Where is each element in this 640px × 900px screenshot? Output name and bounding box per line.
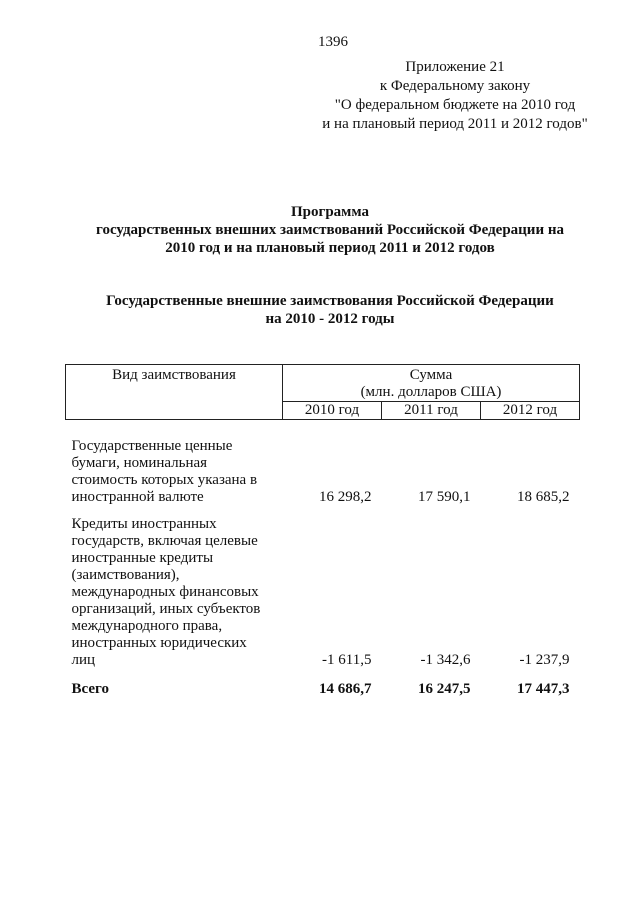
total-2012: 17 447,3 — [517, 681, 570, 697]
program-title-line: государственных внешних заимствований Российской Федерации на — [96, 222, 564, 238]
row-label-line: международного права, — [71, 618, 223, 634]
row-label-line: Государственные ценные — [71, 438, 233, 454]
program-title-line: 2010 год и на плановый период 2011 и 2012 годов — [165, 240, 495, 256]
table-title — [40, 292, 620, 328]
value-2011: 17 590,1 — [418, 489, 471, 505]
total-2010: 14 686,7 — [319, 681, 372, 697]
row-label-line: иностранных юридических — [71, 635, 247, 651]
appendix-line: Приложение 21 — [405, 59, 505, 75]
value-2011: -1 342,6 — [420, 652, 471, 668]
total-row — [66, 675, 580, 704]
page-number: 1396 — [318, 34, 348, 50]
total-label: Всего — [71, 681, 109, 697]
table-title-line: Государственные внешние заимствования Российской Федерации — [106, 293, 554, 309]
row-label-line: иностранной валюте — [71, 489, 204, 505]
table-row — [66, 434, 580, 512]
row-label-line: (заимствования), — [71, 567, 180, 583]
table-row — [66, 512, 580, 675]
appendix-reference — [300, 58, 610, 134]
header-year-2010: 2010 год — [283, 402, 382, 420]
total-2011: 16 247,5 — [418, 681, 471, 697]
header-sum-unit: (млн. долларов США) — [360, 384, 502, 400]
appendix-line: "О федеральном бюджете на 2010 год — [334, 97, 576, 113]
row-label-line: стоимость которых указана в — [71, 472, 258, 488]
header-sum — [283, 365, 580, 402]
header-year-2011: 2011 год — [382, 402, 481, 420]
header-sum-title: Сумма — [409, 367, 453, 383]
program-title-line: Программа — [291, 204, 369, 220]
row-label-line: лиц — [71, 652, 96, 668]
row-label-line: международных финансовых — [71, 584, 259, 600]
value-2010: 16 298,2 — [319, 489, 372, 505]
table-title-line: на 2010 - 2012 годы — [265, 311, 395, 327]
row-label — [66, 512, 283, 675]
row-label-line: Кредиты иностранных — [71, 516, 217, 532]
appendix-line: и на плановый период 2011 и 2012 годов" — [322, 116, 588, 132]
header-borrowing-type: Вид заимствования — [66, 365, 283, 420]
appendix-line: к Федеральному закону — [379, 78, 531, 94]
value-2012: 18 685,2 — [517, 489, 570, 505]
row-label-line: иностранные кредиты — [71, 550, 214, 566]
row-label-line: государств, включая целевые — [71, 533, 258, 549]
value-2010: -1 611,5 — [322, 652, 372, 668]
row-label-line: бумаги, номинальная — [71, 455, 208, 471]
program-title — [40, 203, 620, 257]
row-label — [66, 434, 283, 512]
header-year-2012: 2012 год — [481, 402, 580, 420]
row-label-line: организаций, иных субъектов — [71, 601, 261, 617]
borrowings-table — [65, 364, 580, 704]
value-2012: -1 237,9 — [519, 652, 570, 668]
